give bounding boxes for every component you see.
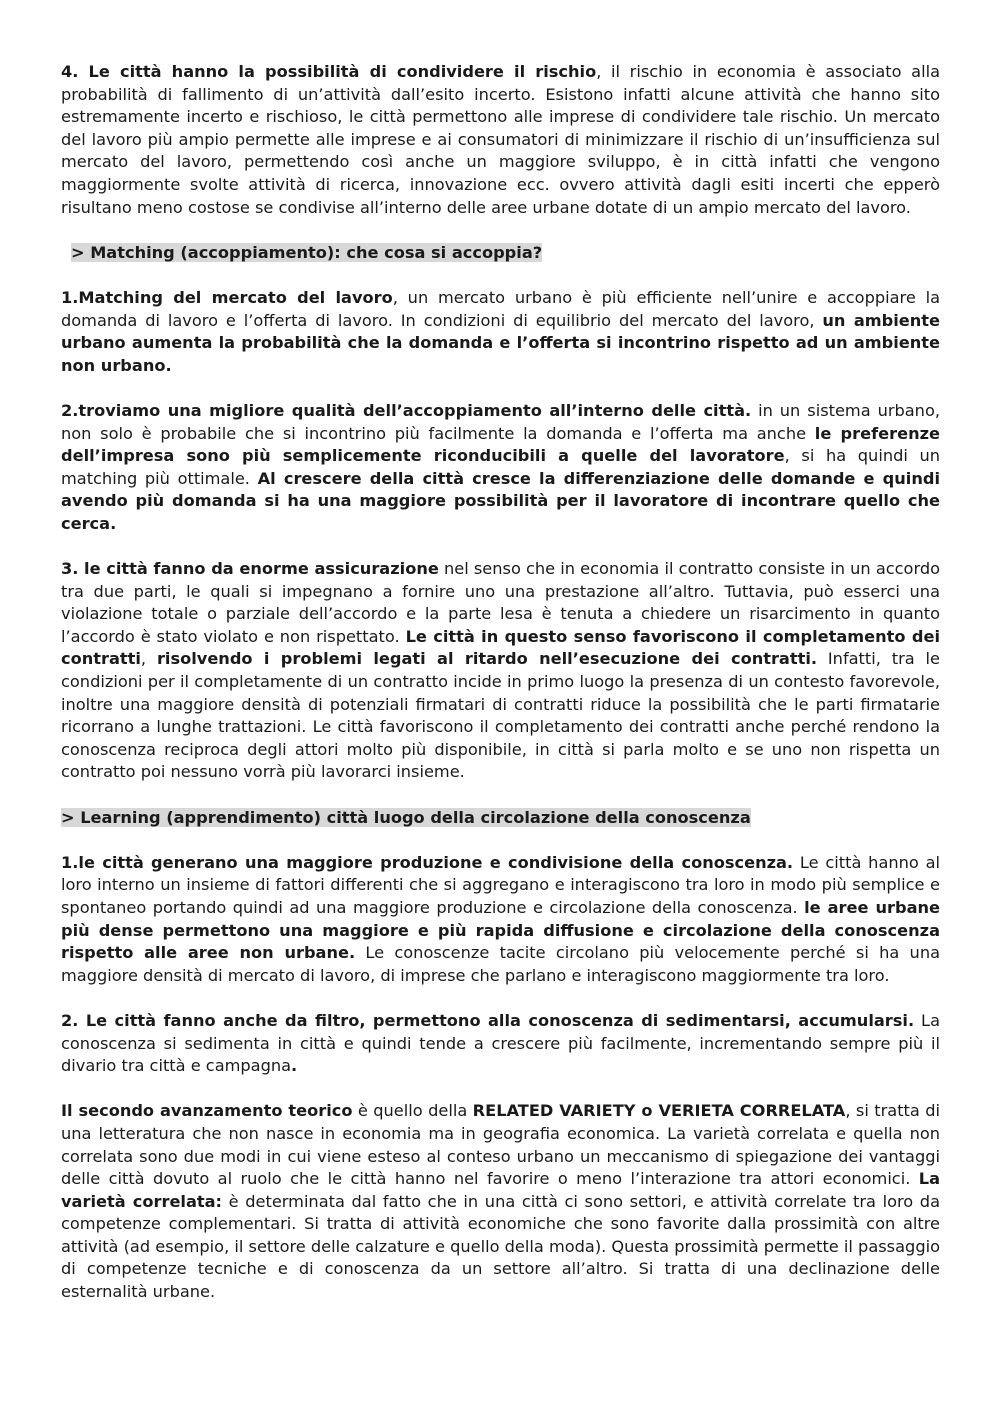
bold-text: Al crescere della città cresce la differenziazione delle domande e quindi avendo più domanda si ha una maggiore possibilità per il lavoratore di incontrare quello che cerca. xyxy=(61,468,940,533)
document-page xyxy=(61,61,940,1304)
paragraph-matching-quality xyxy=(61,400,940,536)
body-text: in un sistema urbano, non solo è probabile che si incontrino più facilmente la domanda e l’offerta ma anche xyxy=(61,400,940,443)
body-text: , si ha quindi un matching più ottimale. xyxy=(61,446,941,488)
body-text: , si tratta di una letteratura che non nasce in economia ma in geografia economica. La varietà correlata e quella non correlata sono due modi in cui viene esteso al conteso urbano un meccanismo di spiegazione dei vantaggi delle città dovuto al ruolo che le città hanno nel favorire o meno l’interazione tra attori economici. xyxy=(61,1101,941,1189)
bold-text: . xyxy=(291,1056,298,1076)
bold-text: 2. Le città fanno anche da filtro, permettono alla conoscenza di sedimentarsi, accumularsi. xyxy=(61,1010,915,1030)
paragraph-insurance xyxy=(61,558,940,784)
bold-text: RELATED VARIETY o VERIETA CORRELATA xyxy=(472,1101,846,1121)
bold-text: risolvendo i problemi legati al ritardo nell’esecuzione dei contratti. xyxy=(156,649,818,669)
bold-text: 2.troviamo una migliore qualità dell’accoppiamento all’interno delle città. xyxy=(61,400,752,420)
paragraph-knowledge-production xyxy=(61,852,940,988)
body-text: Le città hanno al loro interno un insieme di fattori differenti che si aggregano e interagiscono tra loro in modo più semplice e spontaneo portando quindi ad una maggiore produzione e circolazione della conoscenza. xyxy=(61,852,940,917)
section-heading-matching xyxy=(71,242,940,265)
bold-text: le preferenze dell’impresa sono più semplicemente riconducibili a quelle del lavoratore xyxy=(61,423,940,466)
bold-text: Il secondo avanzamento teorico xyxy=(61,1101,353,1121)
heading-text: > Matching (accoppiamento): che cosa si accoppia? xyxy=(71,242,543,262)
body-text: è determinata dal fatto che in una città ci sono settori, e attività correlate tra loro da competenze complementari. Si tratta di attività economiche che sono favorite dalla prossimità con altre attività (ad esempio, il settore delle calzature e quello della moda). Questa prossimità permette il passaggio di competenze tecniche e di conoscenza da un settore all’altro. Si tratta di una declinazione delle esternalità urbane. xyxy=(61,1191,941,1302)
body-text: , xyxy=(140,649,157,669)
body-text: Le conoscenze tacite circolano più velocemente perché si ha una maggiore densità di mercato di lavoro, di imprese che parlano e interagiscono maggiormente tra loro. xyxy=(61,943,940,985)
bold-text: le aree urbane più dense permettono una maggiore e più rapida diffusione e circolazione della conoscenza rispetto alle aree non urbane. xyxy=(61,897,940,963)
body-text: è quello della xyxy=(352,1101,473,1121)
bold-text: 4. Le città hanno la possibilità di condividere il rischio xyxy=(61,62,597,81)
body-text: Infatti, tra le condizioni per il completamente di un contratto incide in primo luogo la presenza di un contesto favorevole, inoltre una maggiore densità di potenziali firmatari di contratti riduce la possibilità che le parti firmatarie ricorrano a lunghe trattazioni. Le città favoriscono il completamento dei contratti anche perché rendono la conoscenza reciproca degli attori molto più disponibile, in città si parla molto e se uno non rispetta un contratto poi nessuno vorrà più lavorarci insieme. xyxy=(61,649,940,782)
paragraph-risk-sharing xyxy=(61,61,940,219)
bold-text: La varietà correlata: xyxy=(61,1169,940,1211)
bold-text: 1.Matching del mercato del lavoro xyxy=(61,287,393,307)
heading-text: > Learning (apprendimento) città luogo della circolazione della conoscenza xyxy=(61,807,751,827)
paragraph-knowledge-filter xyxy=(61,1010,940,1078)
bold-text: 3. le città fanno da enorme assicurazione xyxy=(61,559,439,579)
paragraph-labor-matching xyxy=(61,287,940,377)
bold-text: un ambiente urbano aumenta la probabilità che la domanda e l’offerta si incontrino rispetto ad un ambiente non urbano. xyxy=(61,310,940,375)
body-text: , il rischio in economia è associato alla probabilità di fallimento di un’attività dall’esito incerto. Esistono infatti alcune attività che hanno sito estremamente incerto e rischioso, le città permettono alle imprese di condividere tale rischio. Un mercato del lavoro più ampio permette alle imprese e ai consumatori di minimizzare il rischio di un’insufficienza sul mercato del lavoro, permettendo così anche un maggiore sviluppo, è in città infatti che vengono maggiormente svolte attività di ricerca, innovazione ecc. ovvero attività dagli esiti incerti che epperò risultano meno costose se condivise all’interno delle aree urbane dotate di un ampio mercato del lavoro. xyxy=(61,62,940,217)
bold-text: Le città in questo senso favoriscono il completamento dei contratti xyxy=(61,626,940,669)
body-text: nel senso che in economia il contratto consiste in un accordo tra due parti, le quali si impegnano a fornire uno una prestazione all’altro. Tuttavia, può esserci una violazione totale o parziale dell’accordo e la parte lesa è tenuta a chiedere un risarcimento in quanto l’accordo è stato violato e non rispettato. xyxy=(61,559,940,646)
section-heading-learning xyxy=(61,807,940,830)
bold-text: 1.le città generano una maggiore produzione e condivisione della conoscenza. xyxy=(61,852,794,872)
body-text: La conoscenza si sedimenta in città e quindi tende a crescere più facilmente, incrementando sempre più il divario tra città e campagna xyxy=(61,1010,940,1076)
paragraph-related-variety xyxy=(61,1100,940,1303)
body-text: , un mercato urbano è più efficiente nell’unire e accoppiare la domanda di lavoro e l’offerta di lavoro. In condizioni di equilibrio del mercato del lavoro, xyxy=(61,287,940,330)
